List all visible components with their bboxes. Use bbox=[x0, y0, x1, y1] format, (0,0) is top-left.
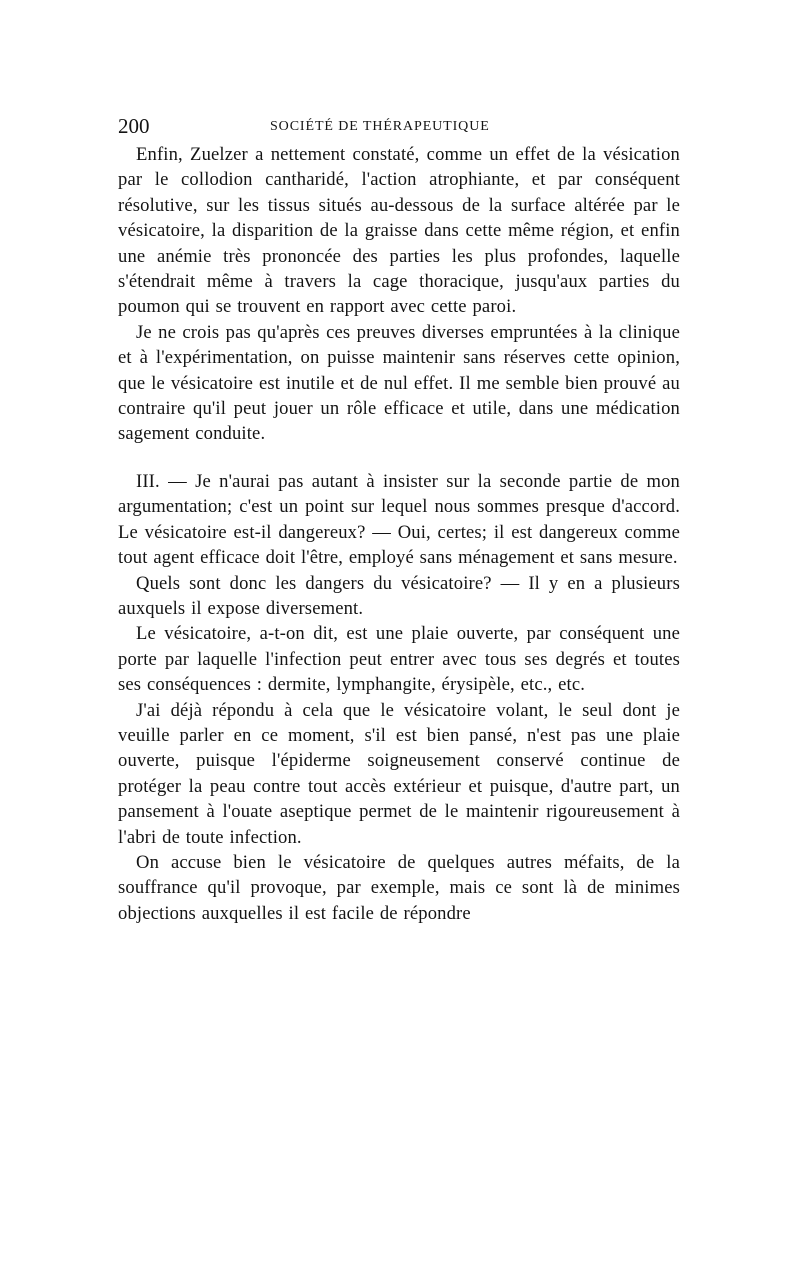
running-title: SOCIÉTÉ DE THÉRAPEUTIQUE bbox=[270, 119, 490, 134]
paragraph-conclusion: Je ne crois pas qu'après ces preuves diverses empruntées à la clinique et à l'expérimentation, on puisse maintenir sans réserves cette opinion, que le vésicatoire est inutile et de nul effet. Il me semble bien prouvé au contraire qu'il peut jouer un rôle efficace et utile, dans une médication sagement conduite. bbox=[118, 321, 680, 445]
paragraph-dangers: Quels sont donc les dangers du vésicatoire? — Il y en a plusieurs auxquels il expose diversement. bbox=[118, 572, 680, 619]
paragraph-zuelzer: Enfin, Zuelzer a nettement constaté, comme un effet de la vésication par le collodion cantharidé, l'action atrophiante, et par conséquent résolutive, sur les tissus situés au-dessous de la surface altérée par le vésicatoire, la disparition de la graisse dans cette même région, et enfin une anémie très prononcée des parties les plus profondes, laquelle s'étendrait même à travers la cage thoracique, jusqu'aux parties du poumon qui se trouvent en rapport avec cette paroi. bbox=[118, 144, 680, 318]
body-text bbox=[118, 142, 680, 926]
page-number: 200 bbox=[118, 114, 150, 138]
paragraph-reply: J'ai déjà répondu à cela que le vésicatoire volant, le seul dont je veuille parler en ce moment, s'il est bien pansé, n'est pas une plaie ouverte, puisque l'épiderme soigneusement conservé continue de protéger la peau contre tout accès extérieur et puisque, d'autre part, un pansement à l'ouate aseptique permet de le maintenir rigoureusement à l'abri de toute infection. bbox=[118, 699, 680, 848]
paragraph-open-wound: Le vésicatoire, a-t-on dit, est une plaie ouverte, par conséquent une porte par laquelle l'infection peut entrer avec tous ses degrés et toutes ses conséquences : dermite, lymphangite, érysipèle, etc., etc. bbox=[118, 623, 680, 696]
book-page bbox=[118, 112, 680, 926]
running-head bbox=[118, 112, 680, 142]
paragraph-other-misdeeds: On accuse bien le vésicatoire de quelques autres méfaits, de la souffrance qu'il provoque, par exemple, mais ce sont là de minimes objections auxquelles il est facile de répondre bbox=[118, 851, 680, 924]
paragraph-section-iii: III. — Je n'aurai pas autant à insister sur la seconde partie de mon argumentation; c'est un point sur lequel nous sommes presque d'accord. Le vésicatoire est-il dangereux? — Oui, certes; il est dangereux comme tout agent efficace doit l'être, employé sans ménagement et sans mesure. bbox=[118, 470, 680, 569]
